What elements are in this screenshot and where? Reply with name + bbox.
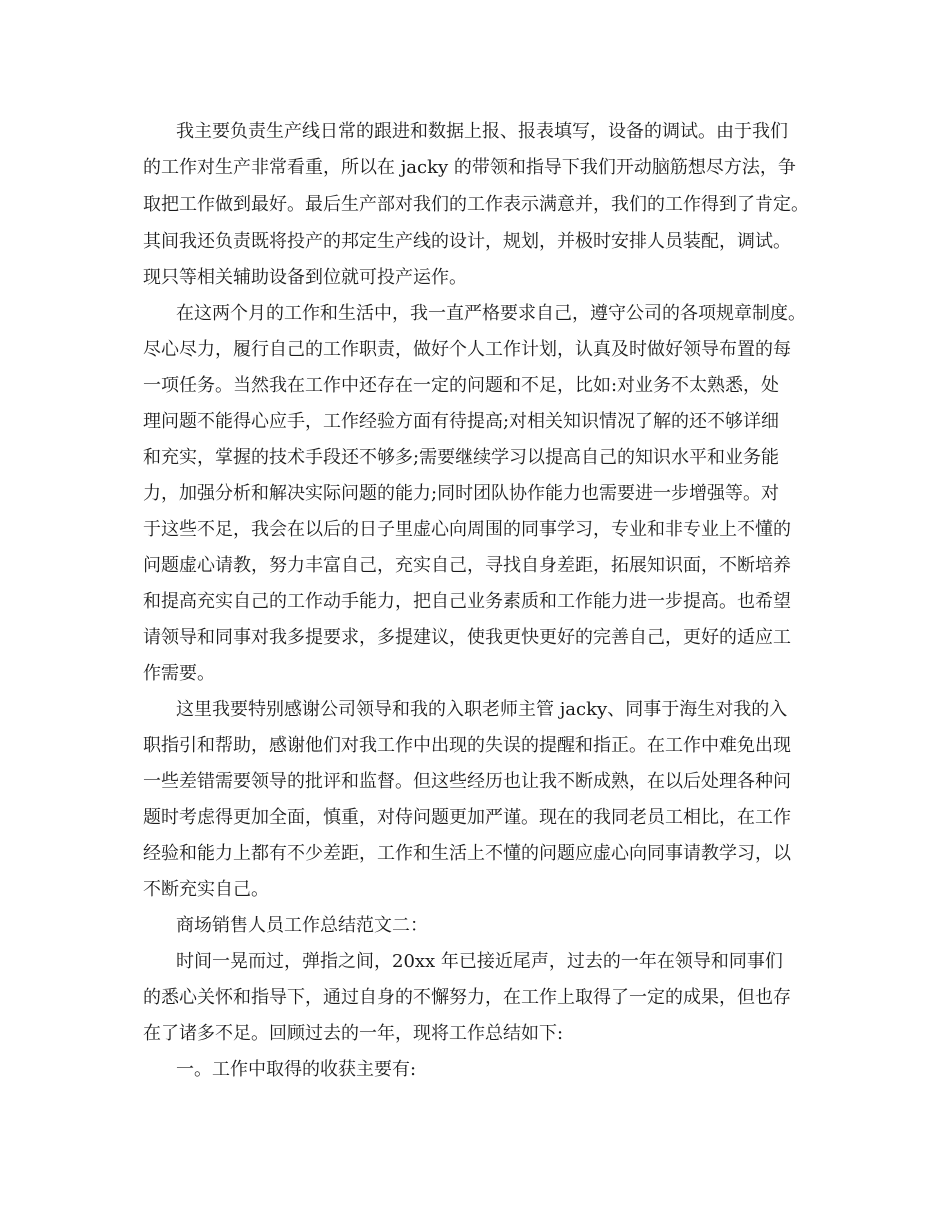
- text-line: 和充实，掌握的技术手段还不够多;需要继续学习以提高自己的知识水平和业务能: [143, 447, 780, 468]
- text-line: 在了诸多不足。回顾过去的一年，现将工作总结如下:: [143, 1023, 564, 1044]
- text-line: 的工作对生产非常看重，所以在 jacky 的带领和指导下我们开动脑筋想尽方法，争: [143, 157, 796, 178]
- text-line: 于这些不足，我会在以后的日子里虚心向周围的同事学习，专业和非专业上不懂的: [143, 519, 791, 540]
- text-line: 时间一晃而过，弹指之间，20xx 年已接近尾声，过去的一年在领导和同事们: [176, 951, 783, 972]
- text-line: 一项任务。当然我在工作中还存在一定的问题和不足，比如:对业务不太熟悉，处: [143, 375, 780, 396]
- text-line: 问题虚心请教，努力丰富自己，充实自己，寻找自身差距，拓展知识面，不断培养: [143, 555, 791, 576]
- text-line: 在这两个月的工作和生活中，我一直严格要求自己，遵守公司的各项规章制度。: [176, 303, 806, 324]
- text-line: 的悉心关怀和指导下，通过自身的不懈努力，在工作上取得了一定的成果，但也存: [143, 987, 791, 1008]
- text-line: 一些差错需要领导的批评和监督。但这些经历也让我不断成熟，在以后处理各种问: [143, 771, 791, 792]
- text-line: 经验和能力上都有不少差距，工作和生活上不懂的问题应虚心向同事请教学习，以: [143, 843, 791, 864]
- text-line: 现只等相关辅助设备到位就可投产运作。: [143, 267, 467, 288]
- text-line: 题时考虑得更加全面，慎重，对侍问题更加严谨。现在的我同老员工相比，在工作: [143, 807, 791, 828]
- text-line: 取把工作做到最好。最后生产部对我们的工作表示满意并，我们的工作得到了肯定。: [143, 194, 809, 215]
- text-line: 尽心尽力，履行自己的工作职责，做好个人工作计划，认真及时做好领导布置的每: [143, 339, 791, 360]
- text-line: 和提高充实自己的工作动手能力，把自己业务素质和工作能力进一步提高。也希望: [143, 591, 791, 612]
- text-line: 不断充实自己。: [143, 879, 269, 900]
- text-line: 这里我要特别感谢公司领导和我的入职老师主管 jacky、同事于海生对我的入: [176, 699, 788, 720]
- text-line: 我主要负责生产线日常的跟进和数据上报、报表填写，设备的调试。由于我们: [176, 121, 788, 142]
- section-heading: 商场销售人员工作总结范文二：: [176, 915, 428, 936]
- text-line: 作需要。: [143, 663, 215, 684]
- subsection-heading: 一。工作中取得的收获主要有:: [176, 1059, 417, 1080]
- text-line: 职指引和帮助，感谢他们对我工作中出现的失误的提醒和指正。在工作中难免出现: [143, 735, 791, 756]
- text-line: 请领导和同事对我多提要求，多提建议，使我更快更好的完善自己，更好的适应工: [143, 627, 791, 648]
- text-line: 力，加强分析和解决实际问题的能力;同时团队协作能力也需要进一步增强等。对: [143, 483, 780, 504]
- text-line: 理问题不能得心应手，工作经验方面有待提高;对相关知识情况了解的还不够详细: [143, 411, 780, 432]
- text-line: 其间我还负责既将投产的邦定生产线的设计，规划，并极时安排人员装配，调试。: [143, 231, 791, 252]
